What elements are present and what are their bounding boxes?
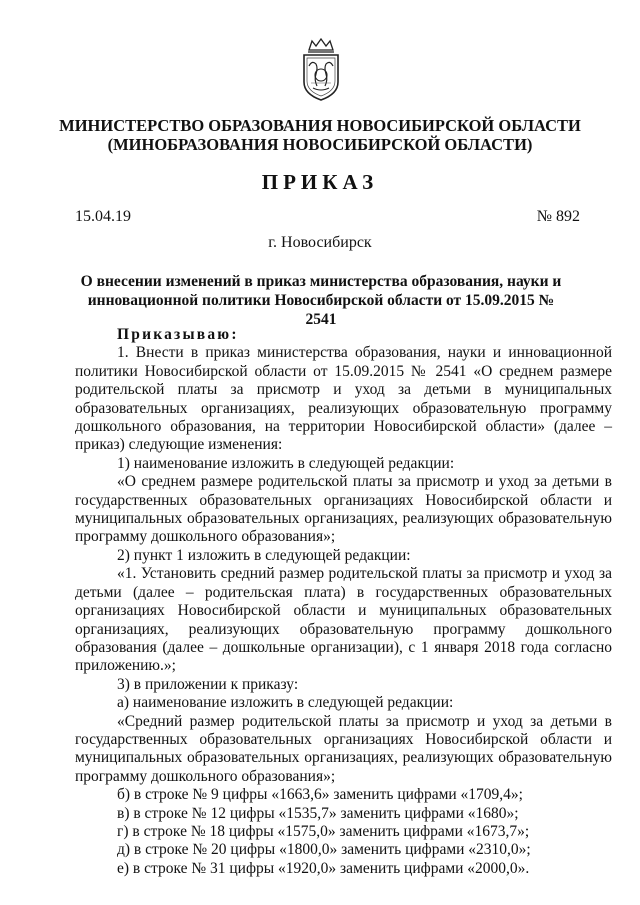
city-name: г. Новосибирск	[268, 234, 372, 251]
subject-line: инновационной политики Новосибирской области от 15.09.2015 № 2541	[87, 292, 555, 328]
body-paragraph: б) в строке № 9 цифры «1663,6» заменить цифрами «1709,4»;	[117, 786, 523, 804]
body-paragraph: е) в строке № 31 цифры «1920,0» заменить цифрами «2000,0».	[117, 859, 530, 877]
body-paragraph: «1. Установить средний размер родительской платы за присмотр и уход за детьми (далее – родительская плата) в государственных образовательных организациях Новосибирской области и муниципальных образовательных организациях, реализующих образовательную программу дошкольного образования (далее – дошкольные организации), с 1 января 2018 года согласно приложению.»;	[75, 565, 612, 675]
body-paragraph: г) в строке № 18 цифры «1575,0» заменить цифрами «1673,7»;	[117, 822, 530, 840]
body-paragraph: «О среднем размере родительской платы за присмотр и уход за детьми в государственных образовательных организациях Новосибирской области и муниципальных образовательных организациях, реализующих образовательную программу дошкольного образования»;	[75, 473, 612, 546]
orders-heading: Приказываю:	[117, 326, 239, 343]
order-number: № 892	[536, 208, 580, 225]
ministry-name: МИНИСТЕРСТВО ОБРАЗОВАНИЯ НОВОСИБИРСКОЙ ОБЛАСТИ	[59, 116, 581, 135]
document-type-title: ПРИКАЗ	[261, 170, 379, 194]
order-body	[75, 326, 612, 878]
order-subject	[78, 272, 564, 329]
coat-of-arms-icon	[296, 38, 346, 102]
body-paragraph: 1) наименование изложить в следующей редакции:	[117, 454, 455, 472]
body-paragraph: в) в строке № 12 цифры «1535,7» заменить цифрами «1680»;	[117, 804, 519, 822]
order-date: 15.04.19	[75, 208, 131, 225]
body-paragraph: 2) пункт 1 изложить в следующей редакции:	[117, 546, 411, 564]
subject-line: О внесении изменений в приказ министерства образования, науки и	[80, 273, 562, 290]
body-paragraph: 1. Внести в приказ министерства образования, науки и инновационной политики Новосибирской области от 15.09.2015 № 2541 «О среднем размере родительской платы за присмотр и уход за детьми в муниципальных образовательных организациях, реализующих образовательную программу дошкольного образования, на территории Новосибирской области» (далее – приказ) следующие изменения:	[75, 344, 612, 454]
ministry-short-name: (МИНОБРАЗОВАНИЯ НОВОСИБИРСКОЙ ОБЛАСТИ)	[107, 135, 533, 154]
body-paragraph: д) в строке № 20 цифры «1800,0» заменить цифрами «2310,0»;	[117, 841, 531, 859]
body-paragraph: 3) в приложении к приказу:	[117, 675, 299, 693]
body-paragraph: а) наименование изложить в следующей редакции:	[117, 694, 454, 712]
body-paragraph: «Средний размер родительской платы за присмотр и уход за детьми в государственных образовательных организациях Новосибирской области и муниципальных образовательных организациях, реализующих образовательную программу дошкольного образования»;	[75, 712, 612, 785]
